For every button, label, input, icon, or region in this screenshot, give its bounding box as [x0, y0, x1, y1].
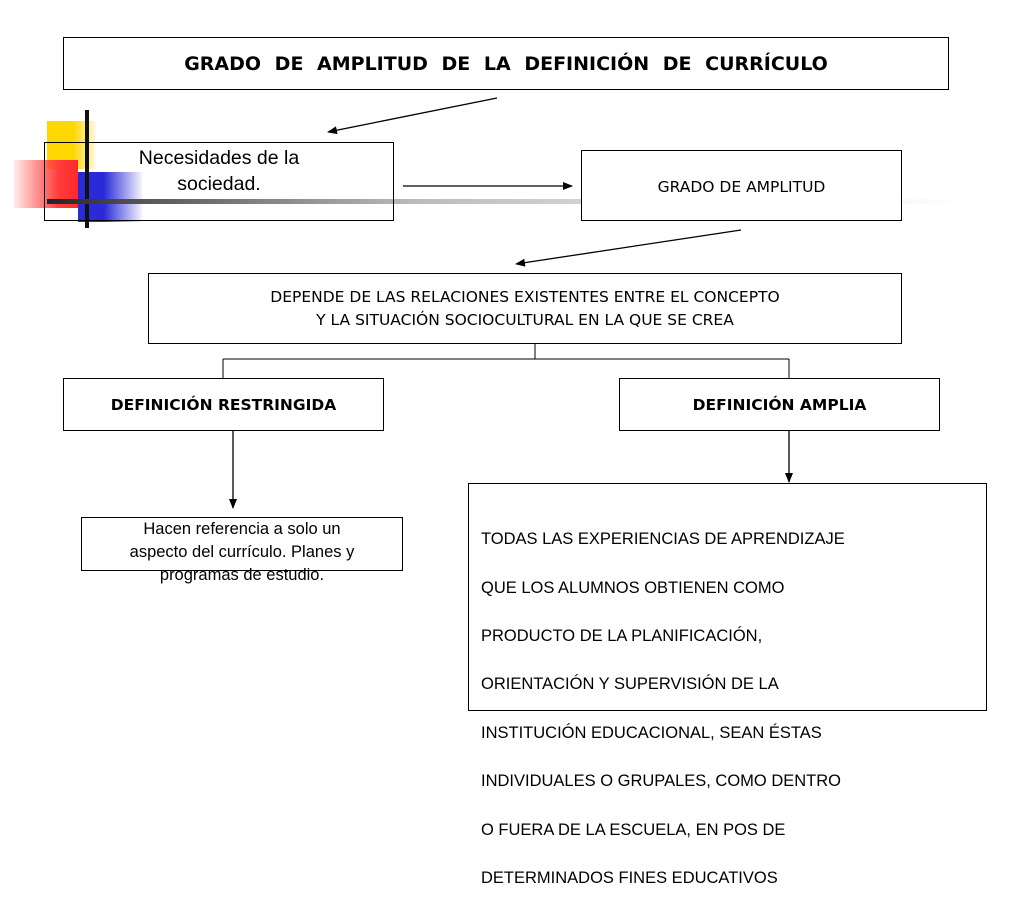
diagram-title: GRADO DE AMPLITUD DE LA DEFINICIÓN DE CURRÍCULO: [184, 52, 828, 75]
amplia-label: DEFINICIÓN AMPLIA: [692, 395, 867, 414]
todas-line: PRODUCTO DE LA PLANIFICACIÓN,: [481, 627, 763, 646]
depende-box: [148, 273, 902, 344]
restringida-label: DEFINICIÓN RESTRINGIDA: [110, 395, 337, 414]
arrow-grado-to-depende: [516, 230, 741, 264]
depende-line: DEPENDE DE LAS RELACIONES EXISTENTES ENTRE EL CONCEPTO: [270, 287, 780, 306]
depende-text: [270, 286, 779, 332]
hacen-line: aspecto del currículo. Planes y: [129, 543, 355, 561]
grado-box: [581, 150, 902, 221]
restringida-box: [63, 378, 384, 431]
todas-line: ORIENTACIÓN Y SUPERVISIÓN DE LA: [481, 675, 779, 694]
hacen-line: Hacen referencia a solo un: [143, 520, 341, 538]
hacen-text: [130, 518, 355, 587]
amplia-box: [619, 378, 940, 431]
todas-line: INDIVIDUALES O GRUPALES, COMO DENTRO: [481, 772, 842, 791]
depende-line: Y LA SITUACIÓN SOCIOCULTURAL EN LA QUE SE CREA: [316, 310, 734, 329]
todas-line: DETERMINADOS FINES EDUCATIVOS: [481, 869, 778, 888]
needs-line: sociedad.: [177, 173, 261, 195]
todas-line: QUE LOS ALUMNOS OBTIENEN COMO: [481, 578, 785, 597]
needs-line: Necesidades de la: [138, 147, 300, 169]
needs-text: [139, 145, 299, 197]
todas-text: [481, 503, 845, 914]
hacen-box: [81, 517, 403, 584]
title-box: [63, 37, 949, 90]
hacen-line: programas de estudio.: [159, 566, 325, 584]
todas-box: [468, 483, 987, 888]
todas-line: INSTITUCIÓN EDUCACIONAL, SEAN ÉSTAS: [481, 723, 822, 742]
arrow-title-to-needs: [328, 98, 497, 132]
todas-line: O FUERA DE LA ESCUELA, EN POS DE: [481, 820, 786, 839]
needs-box: [44, 142, 394, 221]
todas-line: TODAS LAS EXPERIENCIAS DE APRENDIZAJE: [481, 530, 845, 549]
grado-text: GRADO DE AMPLITUD: [657, 178, 826, 196]
